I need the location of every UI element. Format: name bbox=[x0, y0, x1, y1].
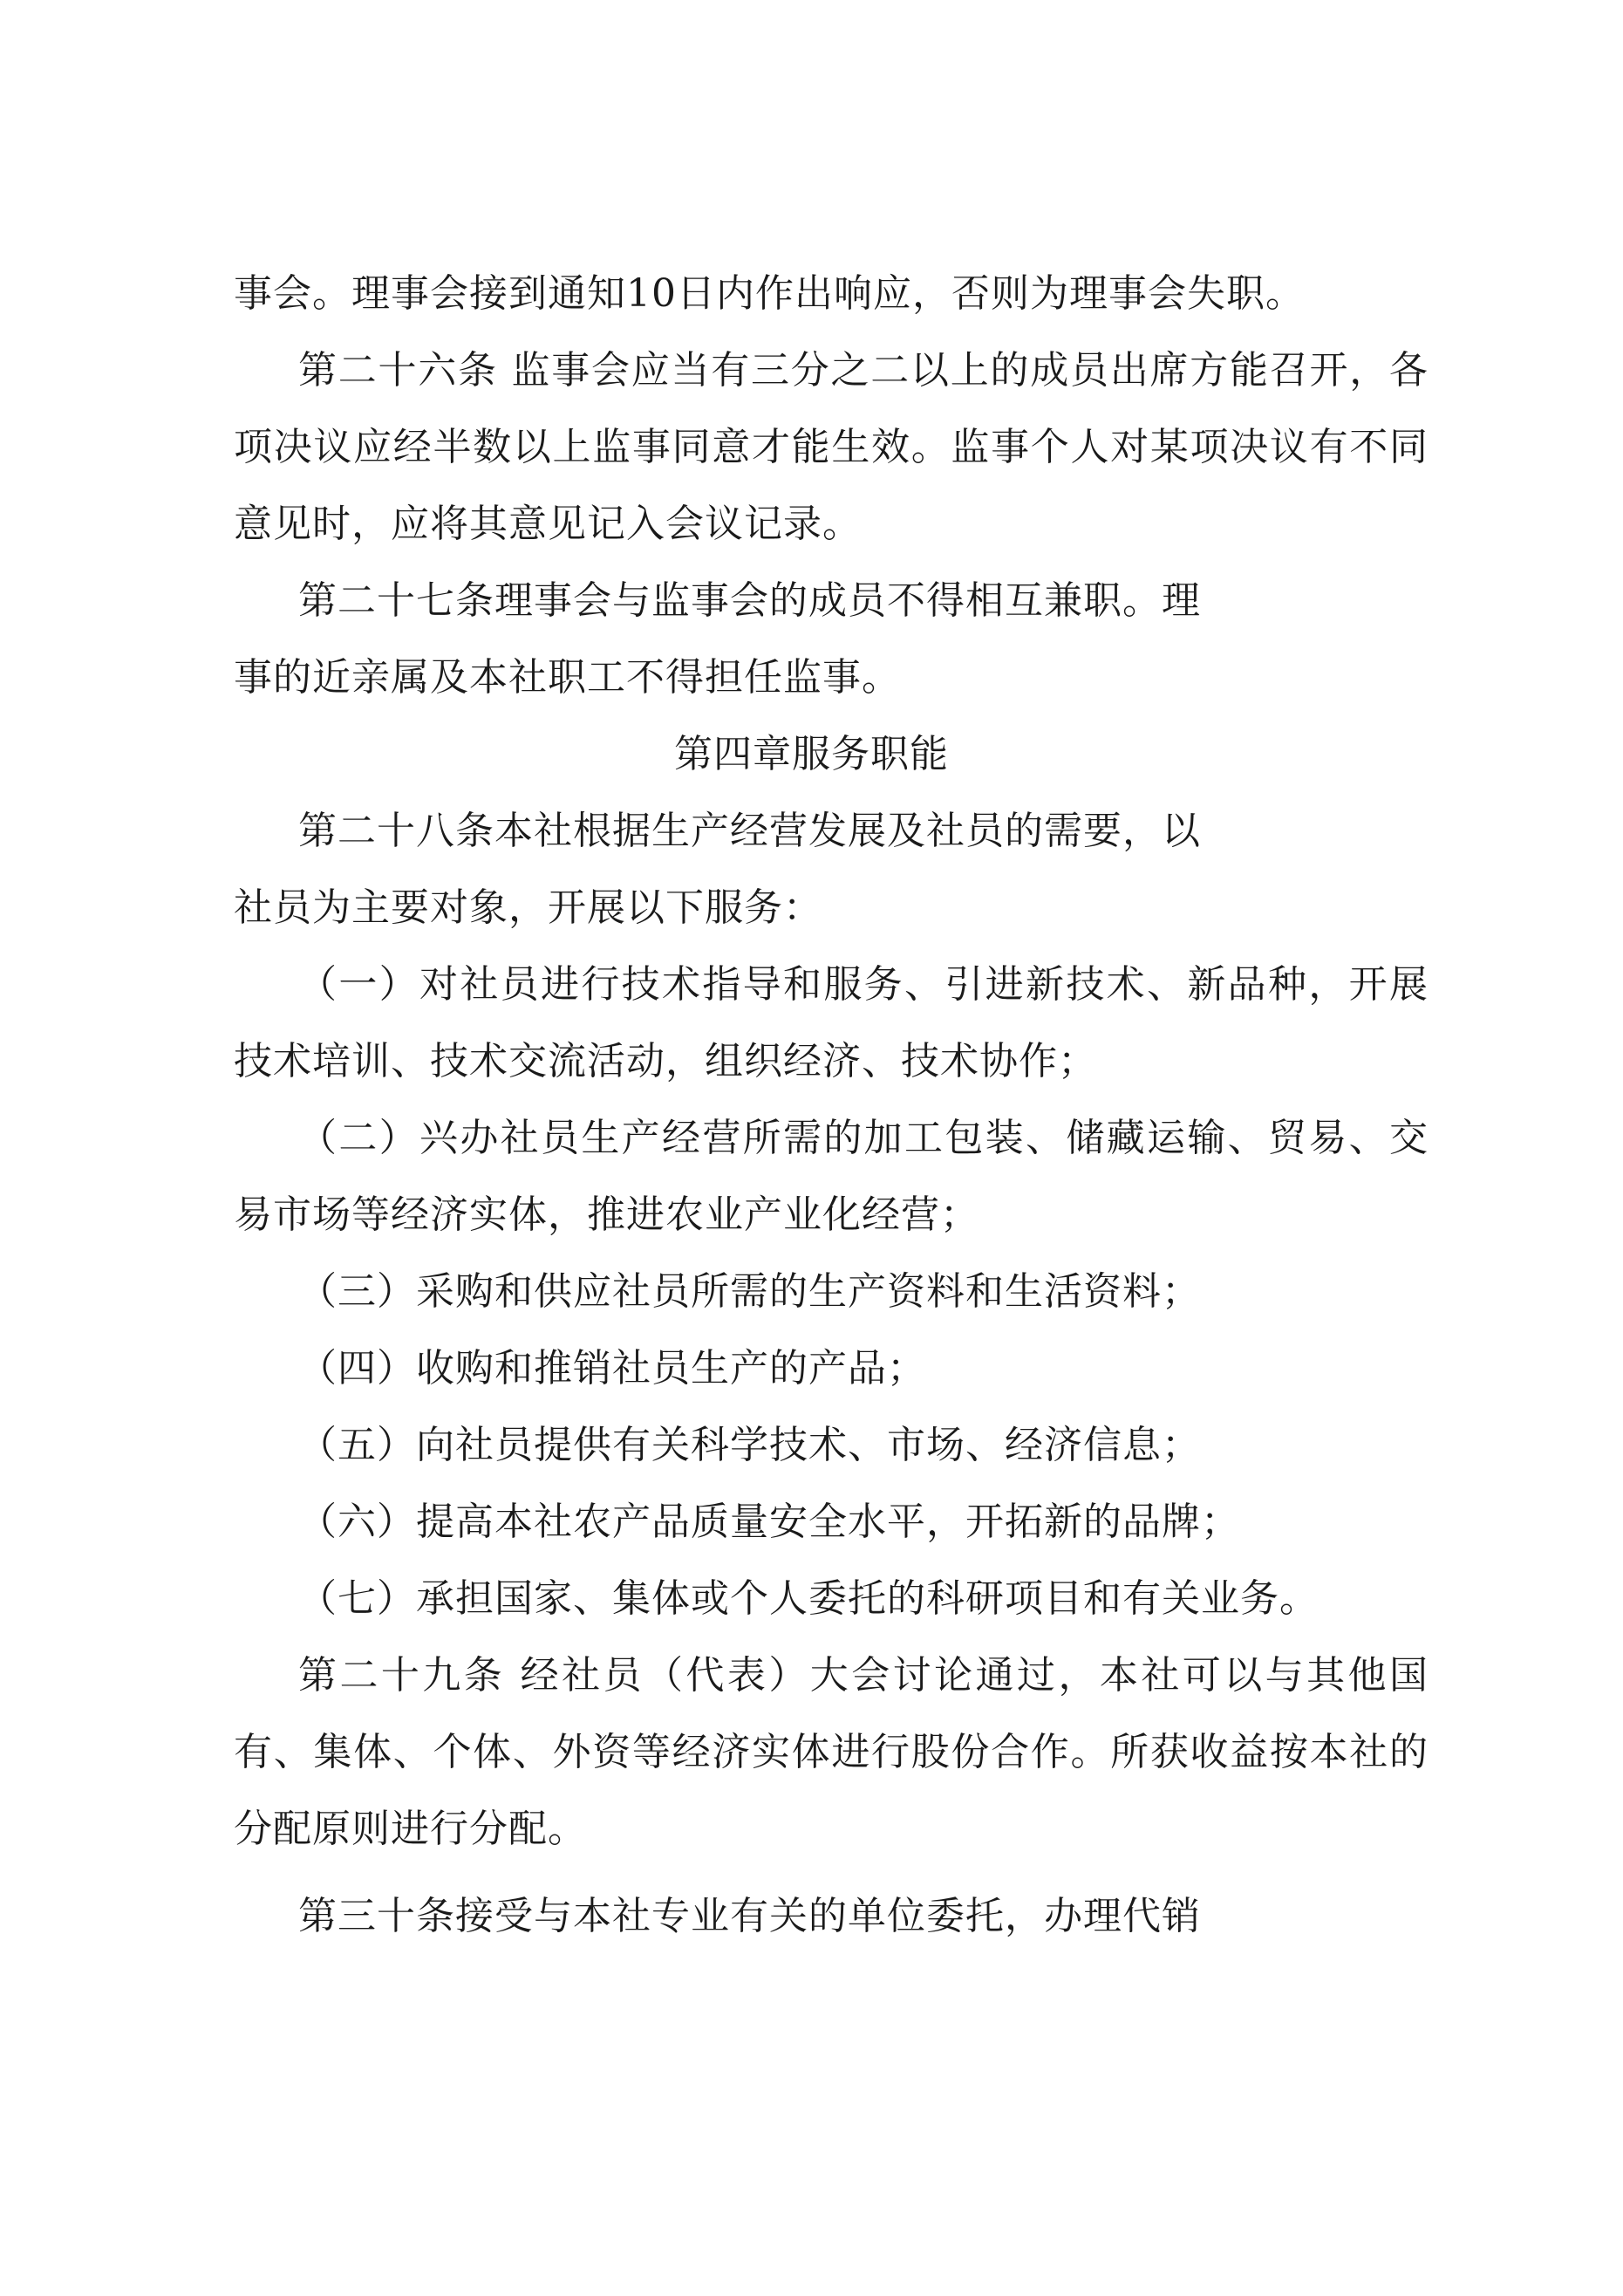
text-line: 事会。理事会接到通知10日内作出响应，否则为理事会失职。 bbox=[234, 271, 1305, 316]
article-30-line-1: 第三十条接受与本社专业有关的单位委托，办理代销 bbox=[298, 1894, 1201, 1938]
list-item-2-line-1: （二）兴办社员生产经营所需的加工包装、储藏运输、贸易、交 bbox=[298, 1116, 1429, 1160]
list-item-5: （五）向社员提供有关科学技术、市场、经济信息； bbox=[298, 1423, 1201, 1467]
list-item-4: （四）收购和推销社员生产的产品； bbox=[298, 1346, 926, 1391]
text-line: 社员为主要对象，开展以下服务： bbox=[234, 885, 822, 930]
article-26-line-1: 第二十六条 监事会应当有三分之二以上的成员出席方能召开，各 bbox=[298, 348, 1429, 393]
text-line: 意见时，应将其意见记入会议记录。 bbox=[234, 502, 862, 546]
text-line: 技术培训、技术交流活动，组织经济、技术协作； bbox=[234, 1039, 1097, 1083]
text-line: 项决议应经半数以上监事同意才能生效。监事个人对某项决议有不同 bbox=[234, 425, 1429, 469]
list-item-3: （三）采购和供应社员所需的生产资料和生活资料； bbox=[298, 1269, 1201, 1314]
article-29-line-1: 第二十九条 经社员（代表）大会讨论通过，本社可以与其他国 bbox=[298, 1653, 1429, 1698]
text-line: 分配原则进行分配。 bbox=[234, 1807, 587, 1851]
text-line: 有、集体、个体、外资等经济实体进行股份合作。所获收益按本社的 bbox=[234, 1730, 1429, 1774]
list-item-7: （七）承担国家、集体或个人委托的科研项目和有关业务。 bbox=[298, 1576, 1319, 1621]
text-line: 易市场等经济实体，推进农业产业化经营； bbox=[234, 1192, 979, 1237]
chapter-heading: 第四章服务职能 bbox=[674, 732, 949, 776]
article-28-line-1: 第二十八条本社根据生产经营发展及社员的需要，以 bbox=[298, 809, 1201, 853]
list-item-6: （六）提高本社农产品质量安全水平，开拓新的品牌； bbox=[298, 1500, 1240, 1544]
list-item-1-line-1: （一）对社员进行技术指导和服务、引进新技术、新品种，开展 bbox=[298, 962, 1429, 1007]
article-27-line-1: 第二十七条理事会与监事会的成员不得相互兼职。理 bbox=[298, 578, 1201, 623]
text-line: 事的近亲属及本社职工不得担任监事。 bbox=[234, 655, 901, 700]
